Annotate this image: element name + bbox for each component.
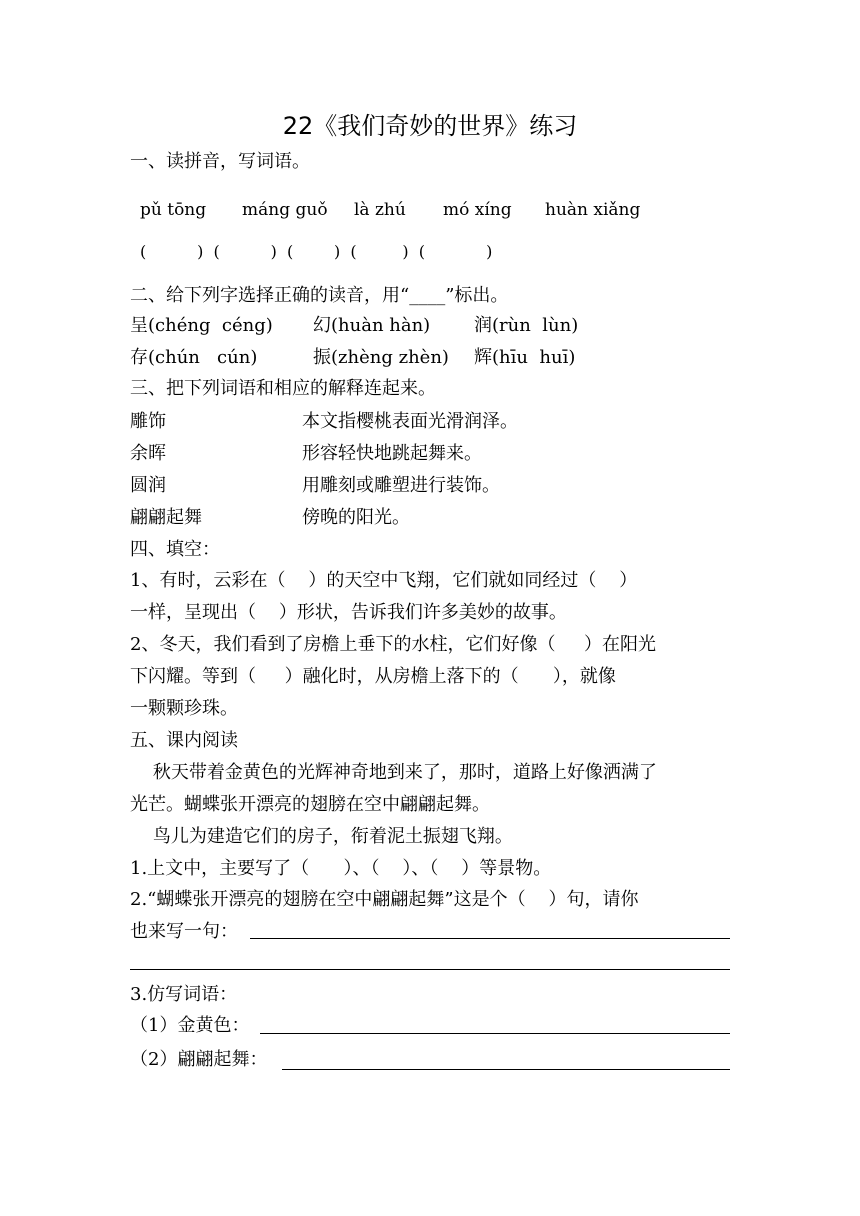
section-4-heading: 四、填空： xyxy=(130,539,220,560)
question-3-item-2: （2）翩翩起舞： xyxy=(130,1049,268,1070)
fill-line-2[interactable]: 一样，呈现出（ ）形状，告诉我们许多美妙的故事。 xyxy=(130,602,567,623)
reading-choice-1[interactable]: 呈(chéng céng) xyxy=(130,315,273,336)
match-meaning-4[interactable]: 傍晚的阳光。 xyxy=(302,507,410,528)
answer-line-2[interactable] xyxy=(130,969,730,970)
match-meaning-3[interactable]: 用雕刻或雕塑进行装饰。 xyxy=(302,475,500,496)
reading-choice-5[interactable]: 振(zhèng zhèn) xyxy=(313,347,449,368)
question-2[interactable]: 2.“蝴蝶张开漂亮的翅膀在空中翩翩起舞”这是个（ ）句，请你 xyxy=(130,889,639,910)
section-5-heading: 五、课内阅读 xyxy=(130,730,238,751)
pinyin-2: máng guǒ xyxy=(242,200,328,220)
match-meaning-2[interactable]: 形容轻快地跳起舞来。 xyxy=(302,443,482,464)
match-meaning-1[interactable]: 本文指樱桃表面光滑润泽。 xyxy=(302,411,518,432)
passage-line-2: 光芒。蝴蝶张开漂亮的翅膀在空中翩翩起舞。 xyxy=(130,794,490,815)
reading-choice-6[interactable]: 辉(hīu huī) xyxy=(474,347,576,368)
passage-line-3: 鸟儿为建造它们的房子，衔着泥土振翅飞翔。 xyxy=(130,826,513,847)
pinyin-1: pǔ tōng xyxy=(140,200,207,220)
pinyin-3: là zhú xyxy=(354,200,406,220)
pinyin-5: huàn xiǎng xyxy=(545,200,641,220)
page-title: 22《我们奇妙的世界》练习 xyxy=(282,112,578,140)
answer-line-1[interactable] xyxy=(250,938,730,939)
fill-line-5: 一颗颗珍珠。 xyxy=(130,698,238,719)
reading-choice-3[interactable]: 润(rùn lùn) xyxy=(474,315,579,336)
answer-line-4[interactable] xyxy=(282,1069,730,1070)
match-word-2[interactable]: 余晖 xyxy=(130,443,166,464)
fill-line-1[interactable]: 1、有时，云彩在（ ）的天空中飞翔，它们就如同经过（ ） xyxy=(130,570,638,591)
match-word-3[interactable]: 圆润 xyxy=(130,475,166,496)
question-1[interactable]: 1.上文中，主要写了（ ）、（ ）、（ ）等景物。 xyxy=(130,858,552,879)
reading-choice-2[interactable]: 幻(huàn hàn) xyxy=(313,315,431,336)
section-3-heading: 三、把下列词语和相应的解释连起来。 xyxy=(130,378,436,399)
fill-line-3[interactable]: 2、冬天，我们看到了房檐上垂下的水柱，它们好像（ ）在阳光 xyxy=(130,634,657,655)
question-3: 3.仿写词语： xyxy=(130,984,238,1005)
section-2-heading: 二、给下列字选择正确的读音，用“____”标出。 xyxy=(130,285,509,306)
match-word-4[interactable]: 翩翩起舞 xyxy=(130,507,202,528)
pinyin-4: mó xíng xyxy=(443,200,512,220)
section-1-heading: 一、读拼音，写词语。 xyxy=(130,151,310,172)
question-3-item-1: （1）金黄色： xyxy=(130,1015,250,1036)
passage-line-1: 秋天带着金黄色的光辉神奇地到来了，那时，道路上好像洒满了 xyxy=(130,762,657,783)
match-word-1[interactable]: 雕饰 xyxy=(130,411,166,432)
fill-line-4[interactable]: 下闪耀。等到（ ）融化时，从房檐上落下的（ ），就像 xyxy=(130,666,616,687)
answer-line-3[interactable] xyxy=(260,1033,730,1034)
question-2-prompt: 也来写一句： xyxy=(130,921,238,942)
reading-choice-4[interactable]: 存(chún cún) xyxy=(130,347,258,368)
answer-brackets[interactable]: ( ) ( ) ( ) ( ) ( ) xyxy=(140,242,493,261)
